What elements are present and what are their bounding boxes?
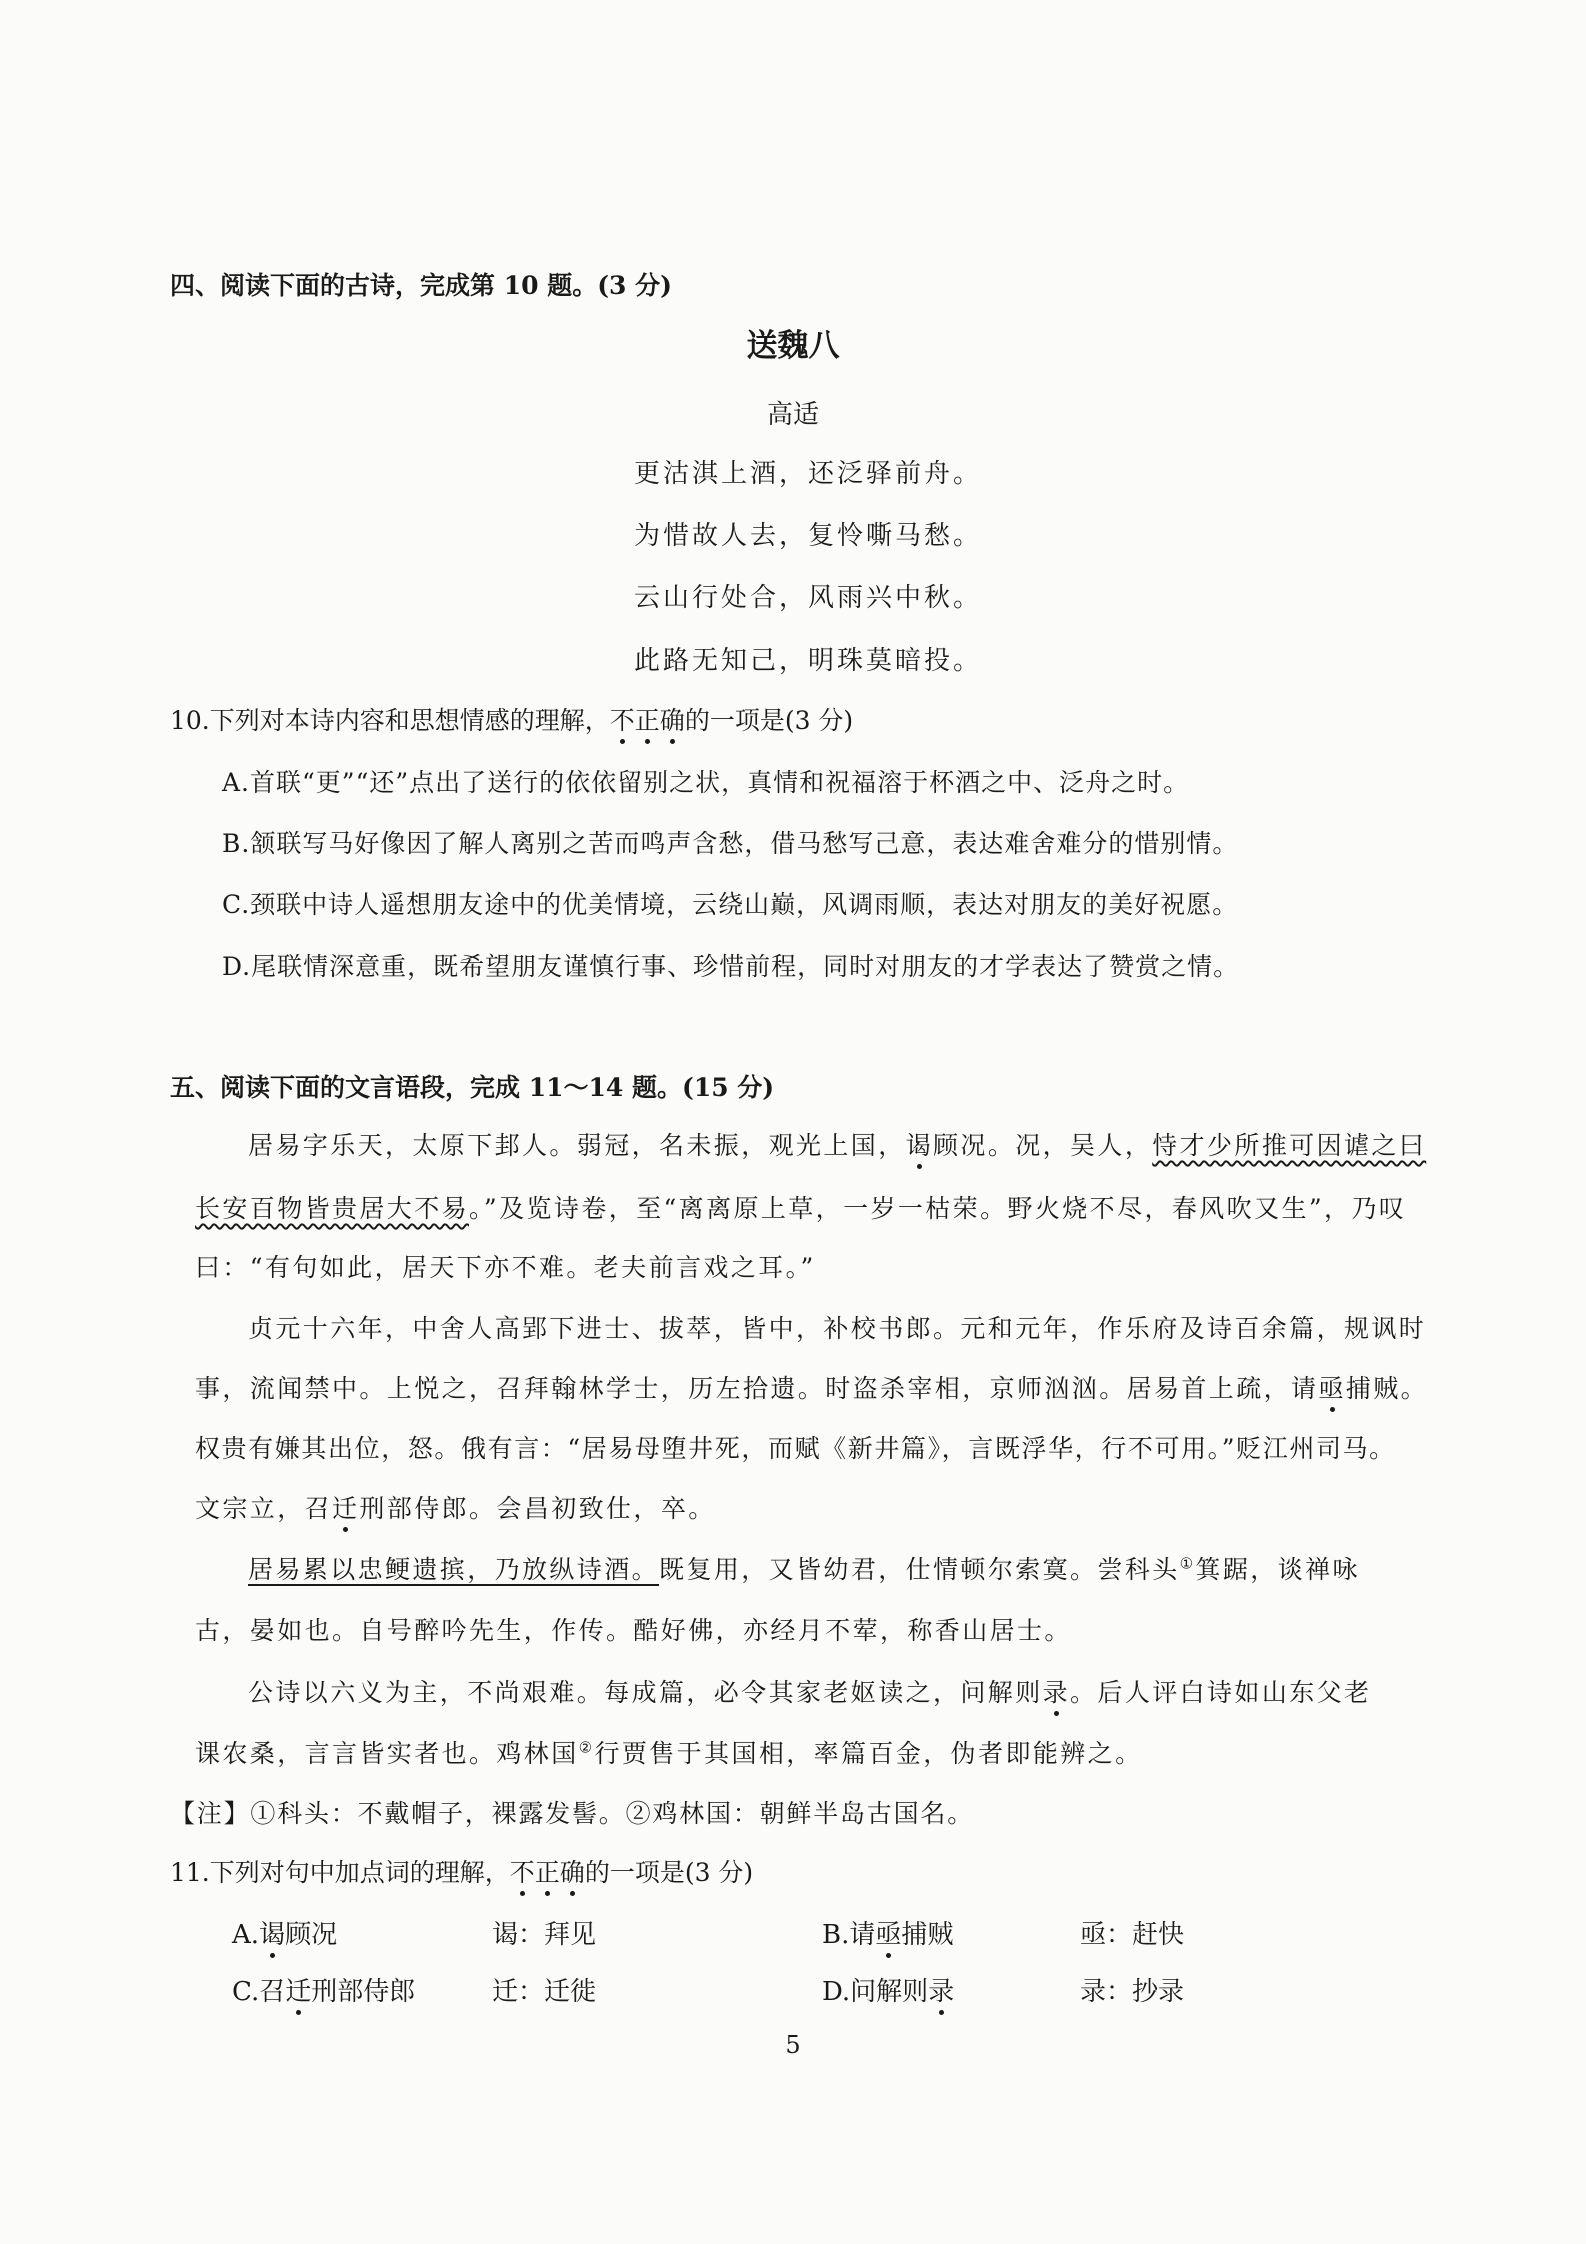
question-10-stem: 10.下列对本诗内容和思想情感的理解，不正确的一项是(3 分) xyxy=(170,703,853,739)
q10-option-a: A.首联“更”“还”点出了送行的依依留别之状，真情和祝福溶于杯酒之中、泛舟之时。 xyxy=(222,768,1190,797)
poem-author: 高适 xyxy=(766,400,819,430)
dotted-word: 迁 xyxy=(285,1974,311,2010)
section-4-heading: 四、阅读下面的古诗，完成第 10 题。(3 分) xyxy=(170,271,672,300)
q11-option-d: D.问解则录 xyxy=(822,1974,954,2010)
footnote-marker: ① xyxy=(1179,1554,1196,1573)
poem-line: 为惜故人去，复怜嘶马愁。 xyxy=(634,521,983,551)
q11-option-a-gloss: 谒：拜见 xyxy=(492,1920,597,1950)
dotted-word: 亟 xyxy=(1318,1371,1345,1407)
q11-option-a: A.谒顾况 xyxy=(232,1917,337,1953)
passage-p2-line1: 贞元十六年，中舍人高郢下进士、拔萃，皆中，补校书郎。元和元年，作乐府及诗百余篇，规讽时 xyxy=(248,1314,1427,1343)
q11-option-b: B.请亟捕贼 xyxy=(822,1917,953,1953)
page-number: 5 xyxy=(785,2031,801,2059)
passage-p2-line2: 事，流闻禁中。上悦之，召拜翰林学士，历左拾遗。时盗杀宰相，京师汹汹。居易首上疏，请亟捕贼。 xyxy=(195,1371,1428,1407)
dotted-word: 录 xyxy=(1043,1675,1070,1711)
poem-line: 此路无知己，明珠莫暗投。 xyxy=(634,646,983,676)
wavy-underlined-text: 长安百物皆贵居大不易 xyxy=(195,1194,470,1223)
underlined-sentence: 居易累以忠鲠遗摈，乃放纵诗酒。 xyxy=(248,1555,660,1584)
q10-option-b: B.颔联写马好像因了解人离别之苦而鸣声含愁，借马愁写己意，表达难舍难分的惜别情。 xyxy=(222,829,1239,858)
q11-option-d-gloss: 录：抄录 xyxy=(1080,1977,1185,2007)
passage-p2-line3: 权贵有嫌其出位，怒。俄有言：“居易母堕井死，而赋《新井篇》，言既浮华，行不可用。”贬江州司马。 xyxy=(195,1434,1396,1463)
q10-option-c: C.颈联中诗人遥想朋友途中的优美情境，云绕山巅，风调雨顺，表达对朋友的美好祝愿。 xyxy=(222,890,1239,919)
footnote-marker: ② xyxy=(578,1738,595,1757)
poem-line: 更沽淇上酒，还泛驿前舟。 xyxy=(634,459,983,489)
section-5-heading: 五、阅读下面的文言语段，完成 11～14 题。(15 分) xyxy=(170,1073,775,1102)
emphasis-char: 确 xyxy=(660,703,685,739)
passage-p3-line1: 居易累以忠鲠遗摈，乃放纵诗酒。既复用，又皆幼君，仕情顿尔索寞。尝科头①箕踞，谈禅咏 xyxy=(248,1554,1360,1584)
dotted-word: 谒 xyxy=(259,1917,285,1953)
passage-p1-line1: 居易字乐天，太原下邽人。弱冠，名未振，观光上国，谒顾况。况，吴人，恃才少所推可因谑之曰 xyxy=(248,1128,1426,1164)
poem-line: 云山行处合，风雨兴中秋。 xyxy=(634,583,983,613)
dotted-word: 谒 xyxy=(906,1128,933,1164)
footnote: 【注】①科头：不戴帽子，裸露发髻。②鸡林国：朝鲜半岛古国名。 xyxy=(170,1799,975,1828)
emphasis-char: 不 xyxy=(510,1855,535,1891)
poem-title: 送魏八 xyxy=(746,328,840,364)
dotted-word: 亟 xyxy=(875,1917,901,1953)
q11-option-b-gloss: 亟：赶快 xyxy=(1080,1920,1185,1950)
q11-option-c-gloss: 迁：迁徙 xyxy=(492,1977,597,2007)
q11-option-c: C.召迁刑部侍郎 xyxy=(232,1974,415,2010)
question-11-stem: 11.下列对句中加点词的理解，不正确的一项是(3 分) xyxy=(170,1855,753,1891)
emphasis-char: 不 xyxy=(610,703,635,739)
passage-p1-line2: 长安百物皆贵居大不易。”及览诗卷，至“离离原上草，一岁一枯荣。野火烧不尽，春风吹又生”，乃叹 xyxy=(195,1194,1407,1223)
passage-p3-line2: 古，晏如也。自号醉吟先生，作传。酷好佛，亦经月不荤，称香山居士。 xyxy=(195,1616,1072,1645)
dotted-word: 录 xyxy=(928,1974,954,2010)
emphasis-char: 确 xyxy=(560,1855,585,1891)
passage-p2-line4: 文宗立，召迁刑部侍郎。会昌初致仕，卒。 xyxy=(195,1491,716,1527)
passage-p4-line2: 课农桑，言言皆实者也。鸡林国②行贾售于其国相，率篇百金，伪者即能辨之。 xyxy=(195,1738,1143,1768)
dotted-word: 迁 xyxy=(332,1491,359,1527)
passage-p1-line3: 曰：“有句如此，居天下亦不难。老夫前言戏之耳。” xyxy=(195,1253,816,1282)
passage-p4-line1: 公诗以六义为主，不尚艰难。每成篇，必令其家老妪读之，问解则录。后人评白诗如山东父老 xyxy=(248,1675,1371,1711)
wavy-underlined-text: 恃才少所推可因谑之曰 xyxy=(1152,1131,1427,1160)
emphasis-char: 正 xyxy=(635,703,660,739)
q10-option-d: D.尾联情深意重，既希望朋友谨慎行事、珍惜前程，同时对朋友的才学表达了赞赏之情。 xyxy=(222,952,1240,981)
emphasis-char: 正 xyxy=(535,1855,560,1891)
